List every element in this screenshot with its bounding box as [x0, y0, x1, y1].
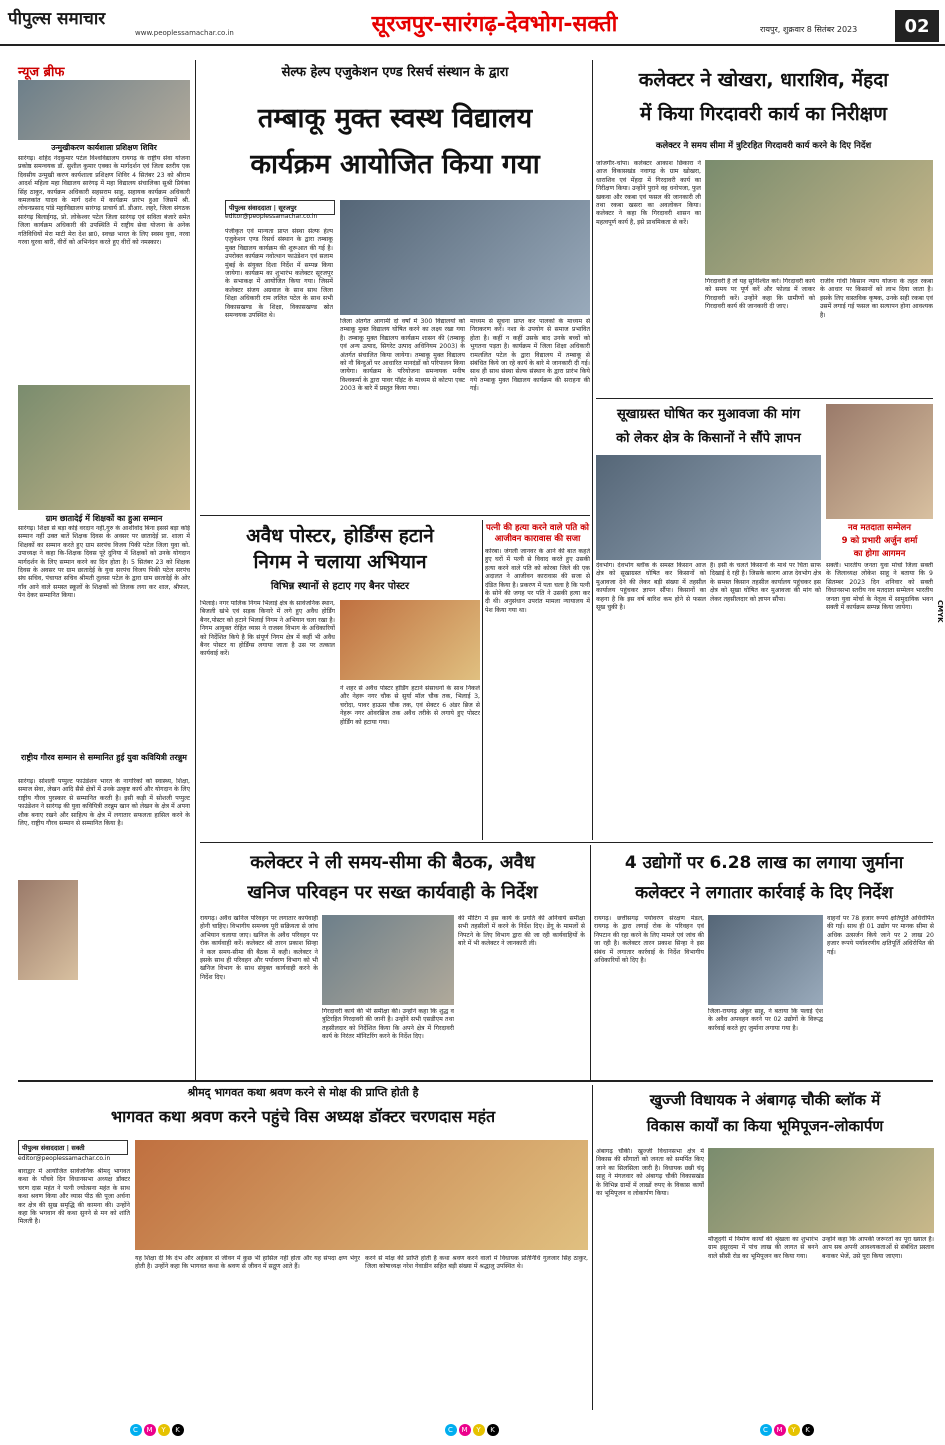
byline-name: पीपुल्स संवाददाता [22, 1144, 65, 1152]
meeting-text-3: की मीटिंग में इस कार्य के प्रगति की अनिवार्य समीक्षा सभी तहसीलों में करने के निर्देश दिए। डेंगू के मामलों से निपटने के लिए विभाग द्वारा की जा रही कार्यवाहियों के बारे में भी कलेक्टर ने जानकारी ली। [458, 915, 585, 948]
divider [18, 1080, 933, 1082]
yellow-mark: Y [473, 1424, 485, 1436]
brief-text-2: सारंगढ़। शिक्षा से बड़ा कोई वरदान नहीं,गुरु के आशीर्वाद बिना इससे बड़ा कोई सम्मान नहीं उक्त बातें शिक्षक दिवस के अवसर पर छातादेई प्रा. शाला में शिक्षकों का सम्मान करते हुए ग्राम सरपंच विजय पिकी पटेल जिला युवा को. उपाध्यक्ष ने कहा कि-शिक्षक दिवस पूरे दुनिया में शिक्षकों को उनके योगदान मार्गदर्शन के लिए सम्मान करने का दिन होता है। 5 सितंबर 23 को शिक्षक दिवस के अवसर पर ग्राम छातादेई के युवा सरपंच विजय पिकी पटेल सरपंच संघ सचिव, पंचायत सचिव श्रीमती तुलसा पटेल के द्वारा ग्राम छातादेई के ओर गाँव आने वाले समस्त स्कूलों के शिक्षकों को तिलक लगा कर शाल, श्रीफल, पेन देकर सम्मानित किया। [18, 525, 190, 600]
website-url: www.peoplessamachar.co.in [135, 29, 234, 37]
byline-place: सक्ती [71, 1144, 85, 1152]
color-registration-bar [0, 1415, 945, 1437]
khujji-text-1: अंबागढ़ चौकी। खुज्जी विधानसभा क्षेत्र में विकास की सौगातों को जनता को समर्पित किए जाने का सिलसिला जारी है। विधायक छन्नी चंदू साहू ने मंगलवार को अंबागढ़ चौकी विकासखंड के विभिन्न ग्रामों में लाखों रुपए के विकास कार्यों का भूमिपूजन व लोकार्पण किया। [596, 1148, 704, 1198]
magenta-mark: M [774, 1424, 786, 1436]
inspection-text-3: राजीव गांधी किसान न्याय योजना के तहत रकबा के आधार पर किसानों को लाभ दिया जाता है। इसके लिए वास्तविक कृषक, उनके सही रकबा एवं उसमें लगाई गई फसल का सत्यापन होना आवश्यक है। [820, 278, 933, 319]
meeting-headline-2: खनिज परिवहन पर सख्त कार्यवाही के निर्देश [247, 882, 538, 903]
fine-text-3: वाहनों पर 78 हजार रूपये क्षतिपूर्ति अधिरोपित की गई। साथ ही 01 उद्योग पर मानक सीमा से अधिक उत्सर्जन किये जाने पर 2 लाख 20 हजार रूपये पर्यावरणीय क्षतिपूर्ति अधिरोपित की गई। [827, 915, 934, 956]
dateline: रायपुर, शुक्रवार 8 सितंबर 2023 [760, 25, 858, 34]
fine-text-2: जिला-रायगढ़ अंकुर साहू, ने बताया कि फ्लाई ऐश के अवैध अपवहन करने पर 02 उद्योगों के विरूद्ध कार्रवाई करते हुए जुर्माना लगाया गया है। [708, 1008, 823, 1032]
newspaper-logo: पीपुल्स समाचार [8, 9, 106, 29]
brief-text-3: सारंगढ़। सोशली पप्पुल्ट फाउंडेशन भारत के नागरिकों को स्वास्थ्य, शिक्षा, समाज सेवा, लेखन आदि सैसे क्षेत्रों में उनके उत्कृष्ट कार्य और योगदान के लिए राष्ट्रीय गौरव पुरस्कार से सम्मानित करती है। इसी कड़ी में सोशली पप्पुल्ट फाउंडेशन ने सारंगढ़ की युवा कवियित्री तरन्नुम खान को लेखन के क्षेत्र में अपना शौक बनाए रखने और साहित्य के क्षेत्र में लगातार सफलता हासिल करने के लिए, राष्ट्रीय गौरव सम्मान से सम्मानित किया है। [18, 778, 190, 828]
bhagwat-kicker: श्रीमद् भागवत कथा श्रवण करने से मोक्ष की प्राप्ति होती है [187, 1086, 419, 1099]
murder-text: कोरबा। जंगली जानवर के आने की बात कहते हुए घरों में पत्नी से विवाद करते हुए उसकी हत्या करने वाले पति को कोरबा जिले की एक अदालत ने आजीवन कारावास की सजा से दंडित किया है। प्रकरण में पता चला है कि पत्नी के सोने की जगह पर पति ने उसकी हत्या कर दी थी। अनुसंधान उपरांत मामला न्यायालय में पेश किया गया था। [485, 548, 590, 614]
meeting-text-2: गिरदावरी कार्य की भी समीक्षा की। उन्होंने कहा कि शुद्ध व त्रुटिरहित गिरदावरी की जानी है। उन्होंने सभी एसडीएम तथा तहसीलदार को निर्देशित किया कि अपने क्षेत्र में गिरदावरी कार्य के निरंतर मॉनिटरिंग करने के निर्देश दिए। [322, 1008, 454, 1041]
tobacco-text-3: माध्यम से सूचना प्राप्त कर पालकों के माध्यम से निराकरण करें। नशा के उपयोग से समाज प्रभावित होता है। कहीं न कहीं उसके बाद उनके बच्चों को भुगतना पड़ता है। कार्यक्रम में जिला शिक्षा अधिकारी रामललित पटेल के द्वारा विद्यालय में तम्बाकू से संबंधित किये जा रहे कार्य के बारे मे जानकारी दी गई। साथ ही साथ संस्था सेल्फ संस्थान के द्वारा प्रारंभ किये गये तम्बाकू मुक्त विद्यालय कार्यक्रम की सराहना की गई। [470, 318, 590, 393]
left-column-divider [195, 60, 196, 1080]
poster-photo [340, 600, 480, 680]
inspection-text-2: गिरदावरी है तो यह सुनिश्चित करें। गिरदावरी कार्य को समय पर पूर्ण करें और फोलड में जाकर गिरदावरी करें। उन्होंने कहा कि ग्रामीणों को गिरदावरी कार्य की जानकारी दी जाए। [705, 278, 815, 311]
bhagwat-byline: पीपुल्स संवाददाता | सक्ती [18, 1140, 128, 1155]
inspection-photo [705, 160, 933, 275]
tobacco-text-1: पंजीकृत एवं मान्यता प्राप्त संस्था सेल्फ हेल्प एजुकेशन एण्ड रिसर्च संस्थान के द्वारा तम्बाकू मुक्त विद्यालय कार्यक्रम की शुरूआत की गई है। उपरोक्त कार्यक्रम नवोत्थान फाउंडेशन एवं सलाम मुंबई के संयुक्त दिशा निर्देश में सम्पन्न किया जायेगा। कार्यक्रम का शुभारंभ कलेक्टर सूरजपुर के सभाकक्ष में आयोजित किया गया। जिसमें कलेक्टर संजय अग्रवाल के साथ साथ जिला शिक्षा अधिकारी राम ललित पटेल के साथ सभी विकासखण्ड के शिक्षा, विकासखण्ड स्रोत समन्वयक उपस्थित थे। [225, 228, 333, 320]
news-brief-label: न्यूज ब्रीफ [18, 65, 65, 80]
drought-text-1: देवभोग। देवभोग ब्लॉक के समस्त किसान आज क्षेत्र को सूखाग्रस्त घोषित कर किसानों को मुआवजा देने की लेकर बड़ी संख्या में तहसील कार्यालय पहुंचकर ज्ञापन सौंपा। किसानों का कहना है कि इस वर्ष बारिश कम होने से फसल सूख चुकी है। [596, 562, 706, 612]
bhagwat-text-2: यह शिक्षा दी कि दंभ और अहंकार से जीवन में कुछ भी हासिल नहीं होता और यह संपदा क्षण भंगुर होती है। उन्होंने कहा कि भागवत कथा के श्रवण से जीवन में सद्गुण आते हैं। [135, 1255, 360, 1271]
meeting-text-1: रायगढ़। अवैध खनिज परिवहन पर लगातार कार्यवाही होनी चाहिए। विभागीय समन्वय पूरी सक्रियता से जांच अभियान चलाया जाए। खनिज के अवैध परिवहन पर रोक कार्यवाही करें। कलेक्टर श्री तारन प्रकाश सिन्हा ने कल समय-सीमा की बैठक में कही। कलेक्टर ने इसके साथ ही परिवहन और पर्यावरण विभाग को भी खनिज विभाग के साथ संयुक्त कार्यवाही करने के निर्देश दिए। [200, 915, 318, 981]
khujji-headline-1: खुज्जी विधायक ने अंबागढ़ चौकी ब्लॉक में [649, 1091, 881, 1109]
drought-photo [596, 455, 821, 560]
tobacco-email: editor@peoplessamachar.co.in [225, 213, 318, 220]
divider [200, 842, 933, 843]
divider [590, 845, 591, 1080]
brief-text-1: सारंगढ़। शहिद नंदकुमार पटेल विश्वविद्यालय रायगढ़ के राष्ट्रीय सेवा योजना प्रकोष्ठ समन्वयक डॉ. सुशील कुमार एक्का के मार्गदर्शन एवं जिला स्तरीय एक दिवसीय उन्मुखी करण कार्यशाला प्रशिक्षण शिविर 4 सितंबर 23 को श्रीराम आदर्श महिला महा विद्यालय सारंगढ़ में महा विद्यालय संचालिका सुश्री प्रियंका सिंह ठाकुर, कार्यक्रम अधिकारी सहसराम साहू, सहायक कार्यक्रम अधिकारी कमलकांत यादव के मार्ग दर्शन में कार्यक्रम प्रारंभ हुआ जिसमें श्री. लोचनप्रसाद पांडे महाविद्यालय सारंगढ़ प्राचार्य डॉ. डीआर. लहरे, जिला संगठक सारंगढ़ बिलाईगढ़, प्रो. लोकेश्वर पटेल जिला सारंगढ़ एवं सविता बंजारे समेत जिला कार्यक्रम अधिकारी की उपस्थिति में राष्ट्रीय सेवा योजना के अनेक गतिविधियों मेरा माटी मेरा देश ब्रा0, स्वच्छ भारत के लिए स्वस्थ युवा, नरवा गरवा घुरवा बारी, वीरों को अभिनंदन करते हुए वीरों को नमस्कार। [18, 155, 190, 247]
magenta-mark: M [144, 1424, 156, 1436]
black-mark: K [802, 1424, 814, 1436]
poet-photo [18, 880, 78, 980]
fine-headline-2: कलेक्टर ने लगातार कार्रवाई के दिए निर्देश [635, 883, 893, 903]
byline-place: सूरजपुर [278, 204, 297, 212]
inspection-text-1: जांजगीर-चांपा। कलेक्टर आकाश छिकारा ने आज विकासखंड नवागढ़ के ग्राम खोखरा, धाराशिव एवं मेंहदा में गिरदावरी कार्य का निरीक्षण किया। उन्होंने पुराने वह धनोपजा, फुल खकवा और रकबा एवं फसल की जानकारी ली तथा रकबा खसरा का अवलोकन किया। कलेक्टर ने कहा कि गिरदावरी शासन का महत्वपूर्ण कार्य है, इसे प्राथमिकता से करें। [596, 160, 701, 226]
leader-photo [826, 404, 933, 519]
brief-headline-3: राष्ट्रीय गौरव सम्मान से सम्मानित हुई युवा कवियित्री तरन्नुम [21, 753, 187, 762]
magenta-mark: M [459, 1424, 471, 1436]
poster-headline-2: निगम ने चलाया अभियान [253, 551, 427, 573]
cyan-mark: C [760, 1424, 772, 1436]
section-title: सूरजपुर-सारंगढ़-देवभोग-सक्ती [312, 2, 677, 44]
fine-text-1: रायगढ़। छत्तीसगढ़ पर्यावरण संरक्षण मंडल, रायगढ़ के द्वारा लगाई रोक के परिवहन एवं निपटान की रहा करने के लिए मामले एवं जांच की जा रही है। कलेक्टर तारन प्रकाश सिन्हा ने इस संबंध में लगातार कार्रवाई के निर्देश विभागीय अधिकारियों को दिए है। [594, 915, 704, 965]
inspection-subhead: कलेक्टर ने समय सीमा में त्रुटिरहित गिरदावरी कार्य करने के दिए निर्देश [655, 141, 872, 151]
khujji-text-3: उन्होंने कहा कि आपकी जरूरतों का पूरा ख्याल है। आप सब अपनी आवश्यकताओं से संबंधित प्रस्ताव बनाकर भेजें, उसे पूरा किया जाएगा। [822, 1236, 934, 1260]
bhagwat-text-3: करने से मोक्ष की प्राप्ति होती है कथा श्रवण करने वालों में विधायक प्रतिनिधि गुलजार सिंह ठाकुर, जिला कोषाध्यक्ष नरेश गेवाडीन सहित बड़ी संख्या में श्रद्धालु उपस्थित थे। [365, 1255, 588, 1271]
cmyk-marks-right [760, 1417, 816, 1436]
tobacco-headline-1: तम्बाकू मुक्त स्वस्थ विद्यालय [257, 103, 533, 134]
tobacco-meeting-photo [340, 200, 590, 315]
divider [482, 520, 483, 840]
khujji-photo [708, 1148, 934, 1233]
fine-headline-1: 4 उद्योगों पर 6.28 लाख का लगाया जुर्माना [624, 853, 904, 873]
cmyk-marks-center [445, 1417, 501, 1436]
tobacco-text-2: जिला अंतर्गत आगामी दो वर्षों में 300 विद्यालयों को तम्बाकू मुक्त विद्यालय घोषित करने का लक्ष्य रखा गया है। तम्बाकू मुक्त विद्यालय कार्यक्रम शासन की (तम्बाकू एवं अन्य उत्पाद, सिगरेट उत्पाद अधिनियम 2003) के अंतर्गत संचालित किया जायेगा। तम्बाकू मुक्त विद्यालय को नौ बिन्दुओं पर आधारित मानदंडों को परिपालन किया जायेगा। कार्यक्रम के परियोजना समन्वयक मनीष विश्वकर्मा के द्वारा पावर पॉइंट के माध्यम से कोटपा एक्ट 2003 के बारे में प्रस्तुत किया गया। [340, 318, 465, 393]
bhagwat-headline: भागवत कथा श्रवण करने पहुंचे विस अध्यक्ष डॉक्टर चरणदास महंत [110, 1107, 496, 1126]
page-number: 02 [895, 10, 939, 42]
meeting-headline-1: कलेक्टर ने ली समय-सीमा की बैठक, अवैध [250, 852, 535, 873]
drought-headline-2: को लेकर क्षेत्र के किसानों ने सौंपे ज्ञापन [616, 431, 801, 446]
drought-headline-1: सूखाग्रस्त घोषित कर मुआवजा की मांग [617, 407, 800, 422]
cyan-mark: C [445, 1424, 457, 1436]
yellow-mark: Y [158, 1424, 170, 1436]
poster-text-2: ने शहर से अवैध पोस्टर होर्डिंग हटाने संसाधनों के साथ निकले और नेहरू नगर चौक से सुर्या मॉल चौक तक, भिलाई 3, चरोदा, पावर हाऊस चौक तक, एवं सेक्टर 6 अंडर ब्रिज से नेहरू नगर ओवरब्रिज तक अवैध तरीके से लगाये हुए पोस्टर होर्डिंग को हटाया गया। [340, 685, 480, 726]
sammelan-caption-2: 9 को प्रभारी अर्जुन शर्मा [841, 536, 918, 546]
khujji-text-2: मौजूदगी में निर्माण कार्यों की श्रृंखला का शुभारंभ ग्राम इसुरदमा में पांच लाख की लागत से बनने वाले सीसी रोड का भूमिपूजन कर किया गया। [708, 1236, 818, 1260]
poster-headline-1: अवैध पोस्टर, होर्डिंग्स हटाने [246, 525, 434, 547]
inspection-headline-2: में किया गिरदावरी कार्य का निरीक्षण [639, 103, 888, 125]
black-mark: K [172, 1424, 184, 1436]
sammelan-caption-1: नव मतदाता सम्मेलन [848, 523, 911, 533]
brief-headline-1: उन्मुखीकरण कार्यशाला प्रशिक्षण शिविर [51, 143, 157, 152]
poster-text-1: भिलाई। नगर पालिक निगम भिलाई क्षेत्र के सार्वजनिक स्थान, बिजली खंभे एवं सड़क किनारे में लगे हुए अवैध होर्डिंग बैनर,पोस्टर को हटाने भिलाई निगम ने अभियान चला रखा है। निगम आयुक्त रोहित व्यास ने राजस्व विभाग के अधिकारियों को निर्देशित किये है कि संपूर्ण निगम क्षेत्र में कहीं भी अवैध बैनर पोस्टर या होर्डिंग्स लगाया जाता है उस पर तत्काल कार्यवाई करें। [200, 600, 335, 658]
truck-photo [708, 915, 823, 1005]
cyan-mark: C [130, 1424, 142, 1436]
sammelan-text: सक्ती। भारतीय जनता युवा मोर्चा जिला सक्ती के जिलाध्यक्ष लोकेश साहू ने बताया कि 9 सितम्बर 2023 दिन शनिवार को सक्ती विधानसभा स्तरीय नव मतदाता सम्मेलन भारतीय जनता युवा मोर्चा के नेतृत्व में सामुदायिक भवन सक्ती में कार्यक्रम सम्पन्न किया जायेगा। [826, 562, 933, 612]
cmyk-marks-left [130, 1417, 186, 1436]
inspection-headline-1: कलेक्टर ने खोखरा, धाराशिव, मेंहदा [638, 69, 889, 91]
yellow-mark: Y [788, 1424, 800, 1436]
byline-name: पीपुल्स संवाददाता [229, 204, 272, 212]
murder-headline: पत्नी की हत्या करने वाले पति को आजीवन कारावास की सजा [486, 523, 589, 544]
bhagwat-email: editor@peoplessamachar.co.in [18, 1155, 111, 1162]
brief-photo-1 [18, 80, 190, 140]
tobacco-byline: पीपुल्स संवाददाता | सूरजपुर [225, 200, 335, 215]
drought-text-2: है। इसी के चलते किसानों के माथे पर चिंता साफ दिखाई दे रही है। जिसके कारण आज देवभोग क्षेत्र के समस्त किसान तहसील कार्यालय पहुंचकर इस क्षेत्र को सूखा घोषित कर मुआवजा की मांग को लेकर तहसीलदार को ज्ञापन सौंपा। [710, 562, 821, 603]
brief-photo-2 [18, 385, 190, 510]
divider [200, 515, 590, 516]
bhagwat-photo [135, 1140, 588, 1250]
sammelan-caption-3: का होगा आगमन [853, 549, 906, 559]
tobacco-kicker: सेल्फ हेल्प एजुकेशन एण्ड रिसर्च संस्थान के द्वारा [281, 65, 509, 80]
divider [592, 1085, 593, 1410]
poster-subhead: विभिन्न स्थानों से हटाए गए बैनर पोस्टर [270, 581, 410, 592]
khujji-headline-2: विकास कार्यों का किया भूमिपूजन-लोकार्पण [646, 1117, 884, 1135]
center-divider [592, 60, 593, 840]
black-mark: K [487, 1424, 499, 1436]
brief-headline-2: ग्राम छातादेई में शिक्षकों का हुआ सम्मान [45, 514, 163, 523]
bhagwat-text-1: बाराद्वार में आयोजित सार्वजनिक श्रीमद् भागवत कथा के पाँचवे दिन विधानसभा अध्यक्ष डॉक्टर चरण दास महंत ने पत्नी ज्योत्सना महंत के साथ कथा श्रवण किया और व्यास पीठ की पूजा अर्चना कर क्षेत्र की सुख समृद्धि की कामना की। उन्होंने कहा कि भगवान की कथा सुनने से मन को शांति मिलती है। [18, 1168, 130, 1226]
meeting-photo [322, 915, 454, 1005]
tobacco-headline-2: कार्यक्रम आयोजित किया गया [250, 149, 540, 180]
divider [596, 398, 933, 399]
cmyk-vertical-marker: CMYK [936, 600, 944, 623]
